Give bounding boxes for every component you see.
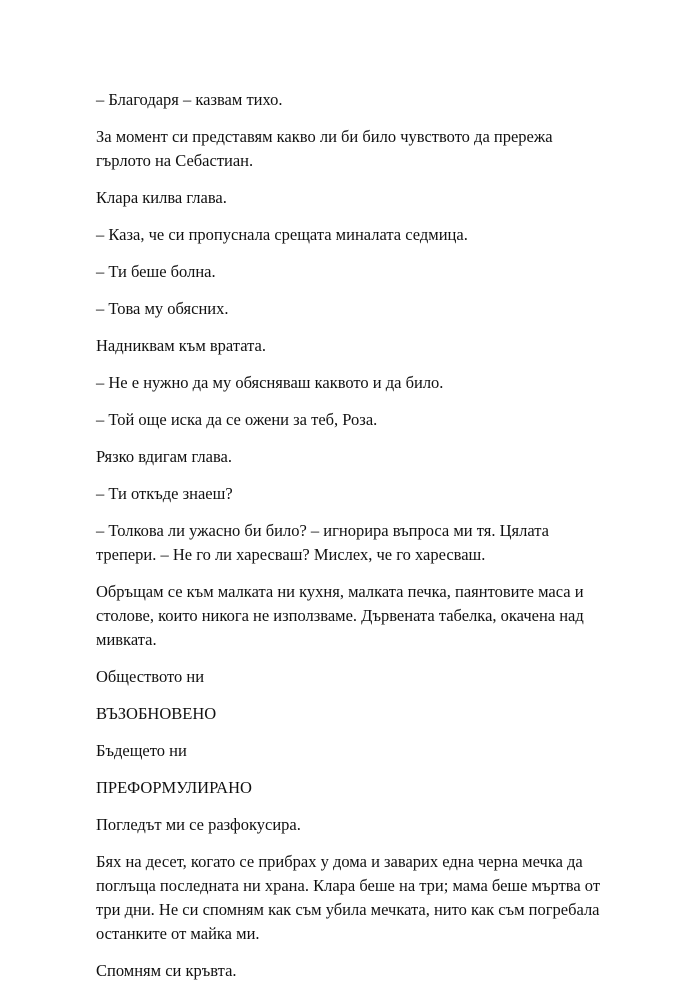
paragraph: – Ти беше болна. <box>96 262 216 281</box>
paragraph: – Ти откъде знаеш? <box>96 484 233 503</box>
paragraph: – Благодаря – казвам тихо. <box>96 90 283 109</box>
paragraph: – Толкова ли ужасно би било? – игнорира въпроса ми тя. Цялата трепери. – Не го ли харесваш? Мислех, че го харесваш. <box>96 521 549 564</box>
paragraph: Обществото ни <box>96 667 205 686</box>
paragraph: – Той още иска да се ожени за теб, Роза. <box>96 410 378 429</box>
paragraph: Бъдещето ни <box>96 741 187 760</box>
paragraph: Надниквам към вратата. <box>96 336 266 355</box>
paragraph: – Това му обясних. <box>96 299 229 318</box>
paragraph: ПРЕФОРМУЛИРАНО <box>96 778 252 797</box>
paragraph: Погледът ми се разфокусира. <box>96 815 301 834</box>
paragraph: – Каза, че си пропуснала срещата миналата седмица. <box>96 225 468 244</box>
text-column <box>96 88 616 996</box>
paragraph: За момент си представям какво ли би било чувството да прережа гърлото на Себастиан. <box>96 127 553 170</box>
paragraph: Клара килва глава. <box>96 188 227 207</box>
paragraph: Обръщам се към малката ни кухня, малката печка, паянтовите маса и столове, които никога не използваме. Дървената табелка, окачена над мивката. <box>96 582 584 649</box>
paragraph: Рязко вдигам глава. <box>96 447 232 466</box>
paragraph: – Не е нужно да му обясняваш каквото и да било. <box>96 373 444 392</box>
paragraph: Бях на десет, когато се прибрах у дома и заварих една черна мечка да поглъща последната ни храна. Клара беше на три; мама беше мъртва от три дни. Не си спомням как съм убила мечката, нито как съм погребала останките от майка ми. <box>96 852 601 943</box>
paragraph: Спомням си кръвта. <box>96 961 237 980</box>
paragraph: ВЪЗОБНОВЕНО <box>96 704 217 723</box>
